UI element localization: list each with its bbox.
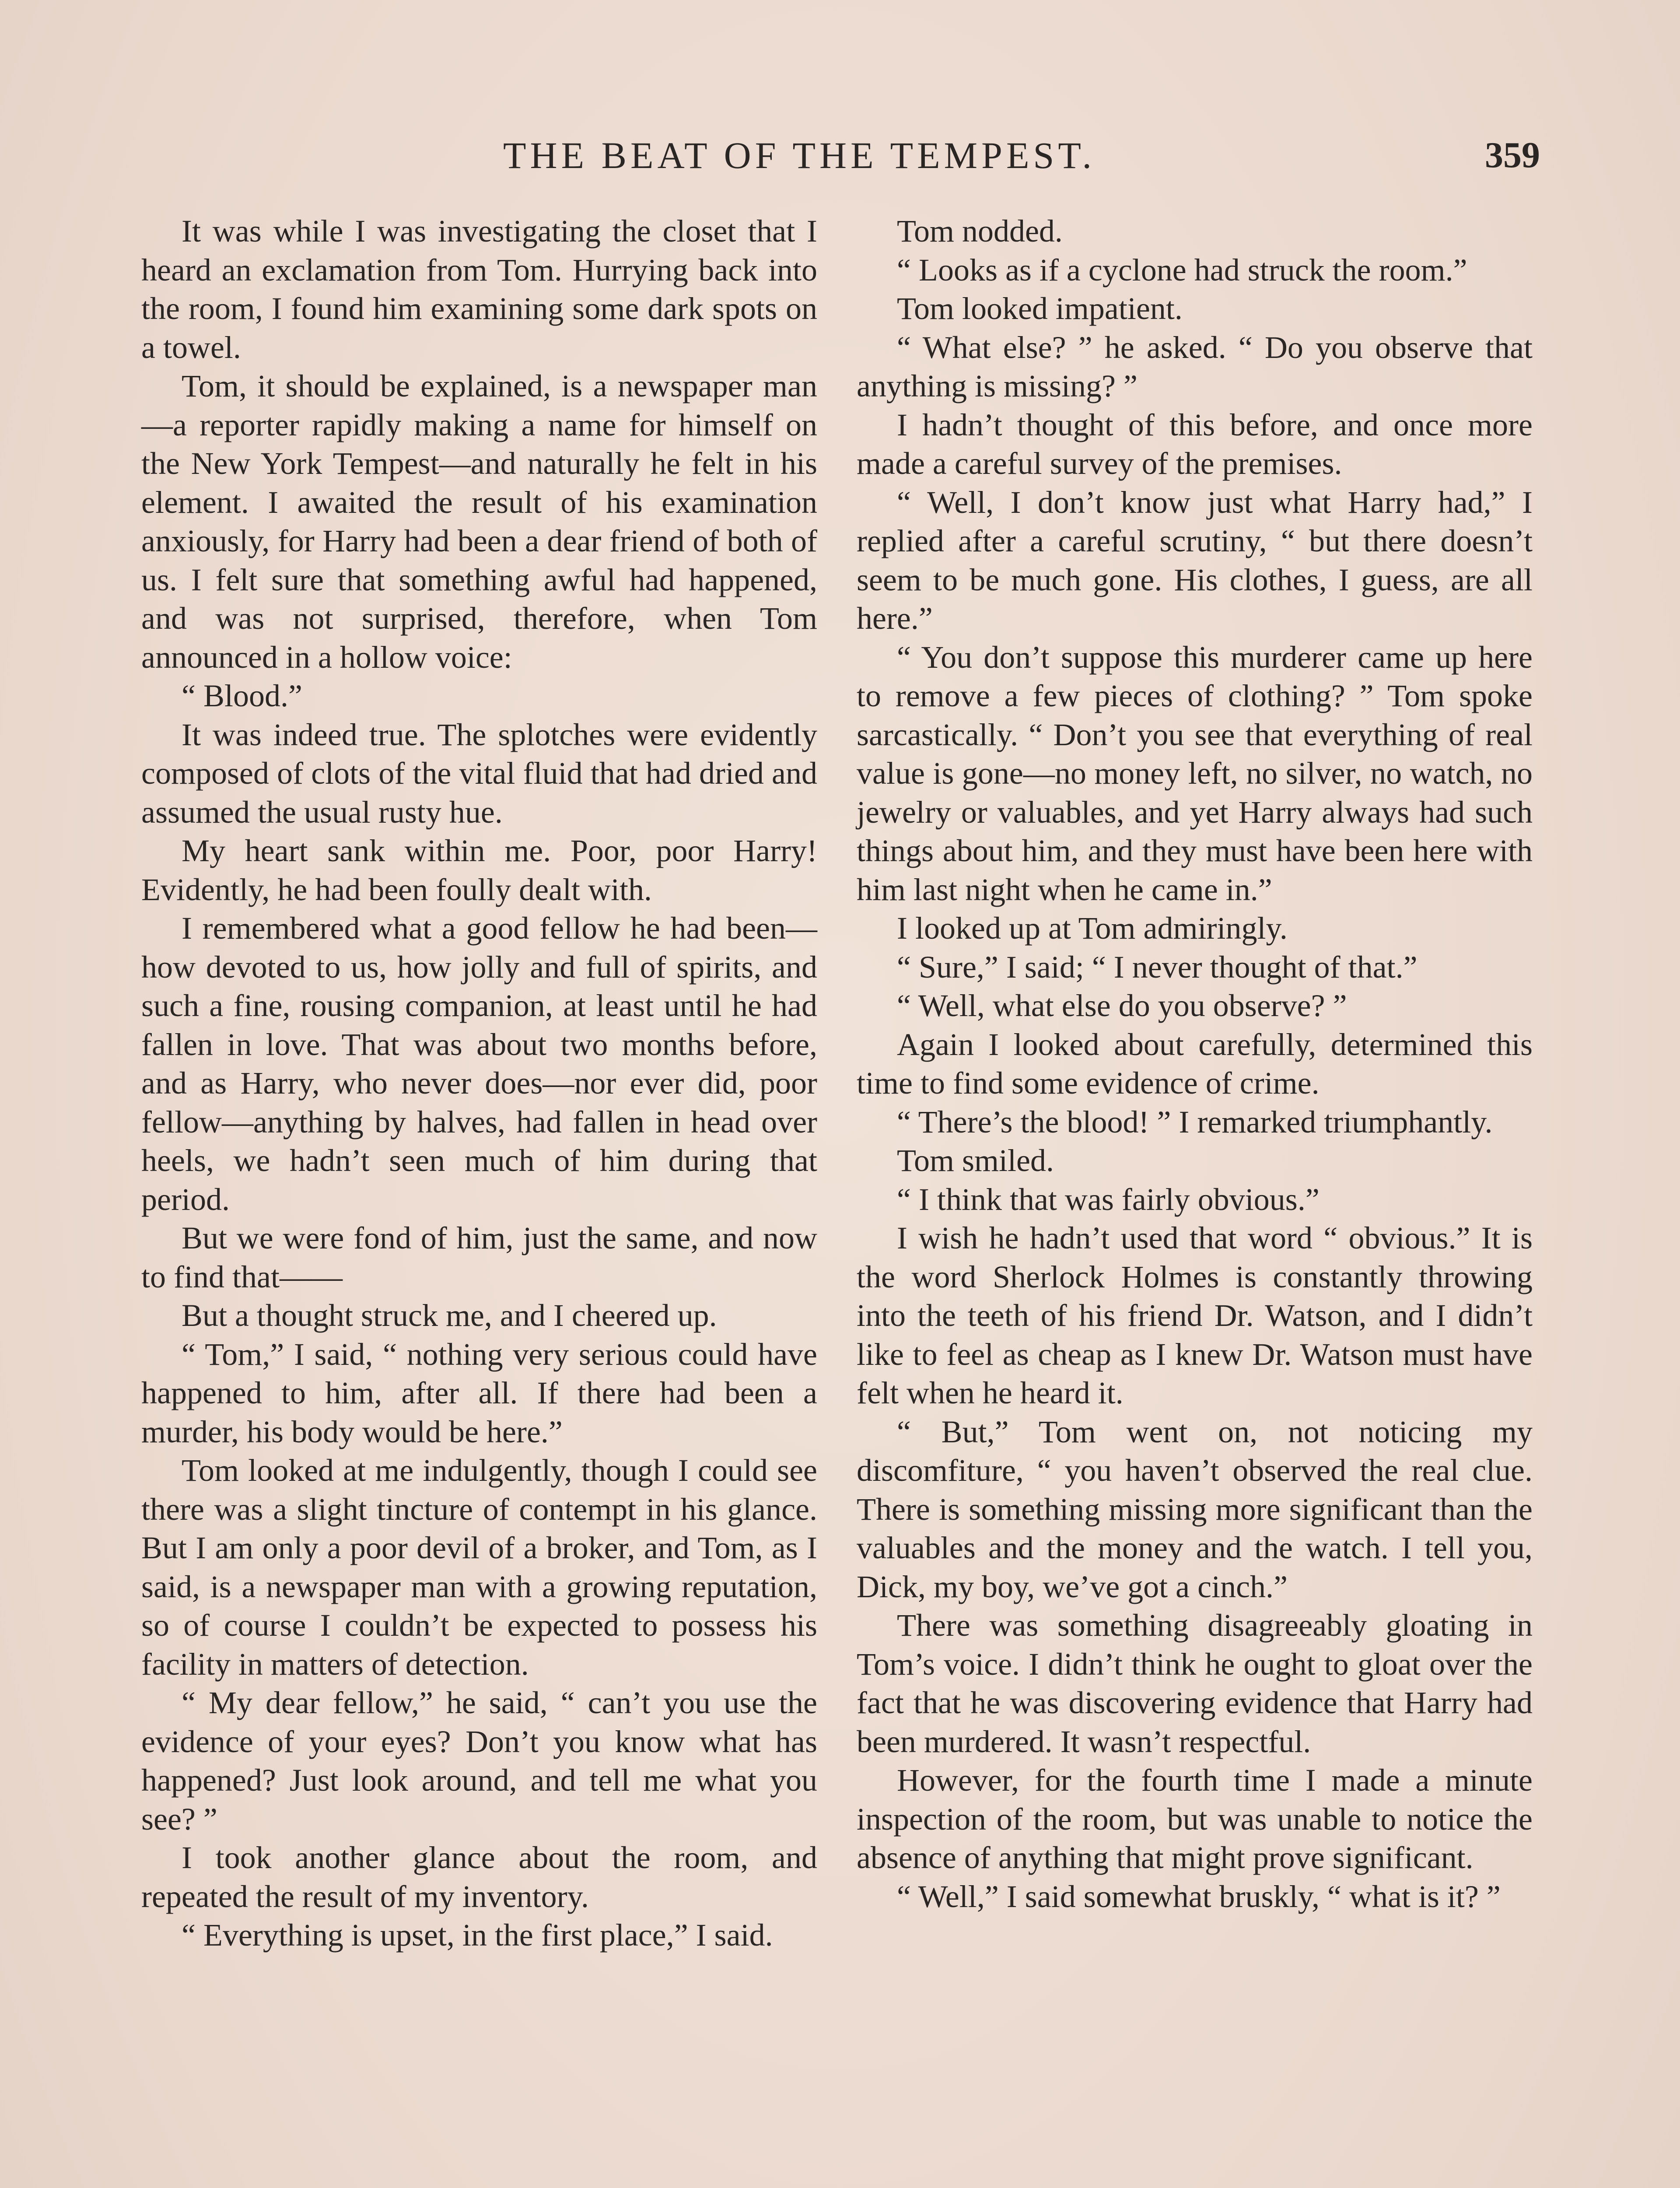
paragraph: Tom, it should be explained, is a newspaper man—a reporter rapidly making a name for himself on the New York Tempest—and naturally he felt in his element. I awaited the result of his examination anxiously, for Harry had been a dear friend of both of us. I felt sure that something awful had happened, and was not surprised, therefore, when Tom announced in a hollow voice:	[141, 368, 817, 675]
paragraph: “ But,” Tom went on, not noticing my discomfiture, “ you haven’t observed the real clue. There is something missing more significant than the valuables and the money and the watch. I tell you, Dick, my boy, we’ve got a cinch.”	[857, 1414, 1533, 1604]
paragraph: I wish he hadn’t used that word “ obvious.” It is the word Sherlock Holmes is constantly throwing into the teeth of his friend Dr. Watson, and I didn’t like to feel as cheap as I knew Dr. Watson must have felt when he heard it.	[857, 1220, 1533, 1410]
paragraph: “ Well,” I said somewhat bruskly, “ what is it? ”	[897, 1879, 1501, 1914]
paragraph: It was while I was investigating the closet that I heard an exclamation from Tom. Hurrying back into the room, I found him examining some dark spots on a towel.	[141, 214, 817, 365]
paragraph: I looked up at Tom admiringly.	[897, 911, 1288, 946]
paragraph: “ What else? ” he asked. “ Do you observe that anything is missing? ”	[857, 330, 1533, 403]
paragraph: I remembered what a good fellow he had been—how devoted to us, how jolly and full of spirits, and such a fine, rousing companion, at least until he had fallen in love. That was about two months before, and as Harry, who never does—nor ever did, poor fellow—anything by halves, had fallen in head over heels, we hadn’t seen much of him during that period.	[141, 911, 817, 1217]
paragraph: Tom smiled.	[897, 1143, 1054, 1178]
paragraph: Tom nodded.	[897, 214, 1063, 249]
paragraph: I took another glance about the room, and repeated the result of my inventory.	[141, 1840, 817, 1914]
paragraph: “ Looks as if a cyclone had struck the room.”	[897, 252, 1467, 288]
page-number: 359	[1485, 135, 1540, 175]
paragraph: “ Everything is upset, in the first place,” I said.	[182, 1918, 773, 1953]
paragraph: “ There’s the blood! ” I remarked triumphantly.	[897, 1104, 1493, 1140]
paragraph: It was indeed true. The splotches were evidently composed of clots of the vital fluid that had dried and assumed the usual rusty hue.	[141, 717, 817, 830]
paragraph: “ Well, what else do you observe? ”	[897, 988, 1347, 1023]
paragraph: There was something disagreeably gloating in Tom’s voice. I didn’t think he ought to gloat over the fact that he was discovering evidence that Harry had been murdered. It wasn’t respectful.	[857, 1608, 1533, 1759]
paragraph: I hadn’t thought of this before, and once more made a careful survey of the premises.	[857, 407, 1533, 481]
paragraph: Tom looked at me indulgently, though I could see there was a slight tincture of contempt in his glance. But I am only a poor devil of a broker, and Tom, as I said, is a newspaper man with a growing reputation, so of course I couldn’t be expected to possess his facility in matters of detection.	[141, 1453, 817, 1682]
paragraph: My heart sank within me. Poor, poor Harry! Evidently, he had been foully dealt with.	[141, 833, 817, 907]
paragraph: But we were fond of him, just the same, and now to find that——	[141, 1220, 817, 1294]
right-text-column	[857, 212, 1533, 1916]
paragraph: Again I looked about carefully, determined this time to find some evidence of crime.	[857, 1027, 1533, 1101]
paragraph: But a thought struck me, and I cheered up.	[182, 1298, 717, 1333]
paragraph: “ Blood.”	[182, 678, 302, 713]
paragraph: “ I think that was fairly obvious.”	[897, 1182, 1320, 1217]
paragraph: Tom looked impatient.	[897, 291, 1183, 326]
paragraph: “ Sure,” I said; “ I never thought of that.”	[897, 949, 1418, 985]
paragraph: “ You don’t suppose this murderer came up here to remove a few pieces of clothing? ” Tom spoke sarcastically. “ Don’t you see that everything of real value is gone—no money left, no silver, no watch, no jewelry or valuables, and yet Harry always had such things about him, and they must have been here with him last night when he came in.”	[857, 639, 1533, 907]
running-title: THE BEAT OF THE TEMPEST.	[503, 134, 1096, 176]
left-text-column	[141, 212, 817, 1955]
paragraph: “ My dear fellow,” he said, “ can’t you use the evidence of your eyes? Don’t you know what has happened? Just look around, and tell me what you see? ”	[141, 1685, 817, 1837]
page-header	[0, 131, 1680, 179]
paragraph: However, for the fourth time I made a minute inspection of the room, but was unable to notice the absence of anything that might prove significant.	[857, 1763, 1533, 1875]
paragraph: “ Tom,” I said, “ nothing very serious could have happened to him, after all. If there had been a murder, his body would be here.”	[141, 1336, 817, 1449]
paragraph: “ Well, I don’t know just what Harry had,” I replied after a careful scrutiny, “ but there doesn’t seem to be much gone. His clothes, I guess, are all here.”	[857, 484, 1533, 636]
